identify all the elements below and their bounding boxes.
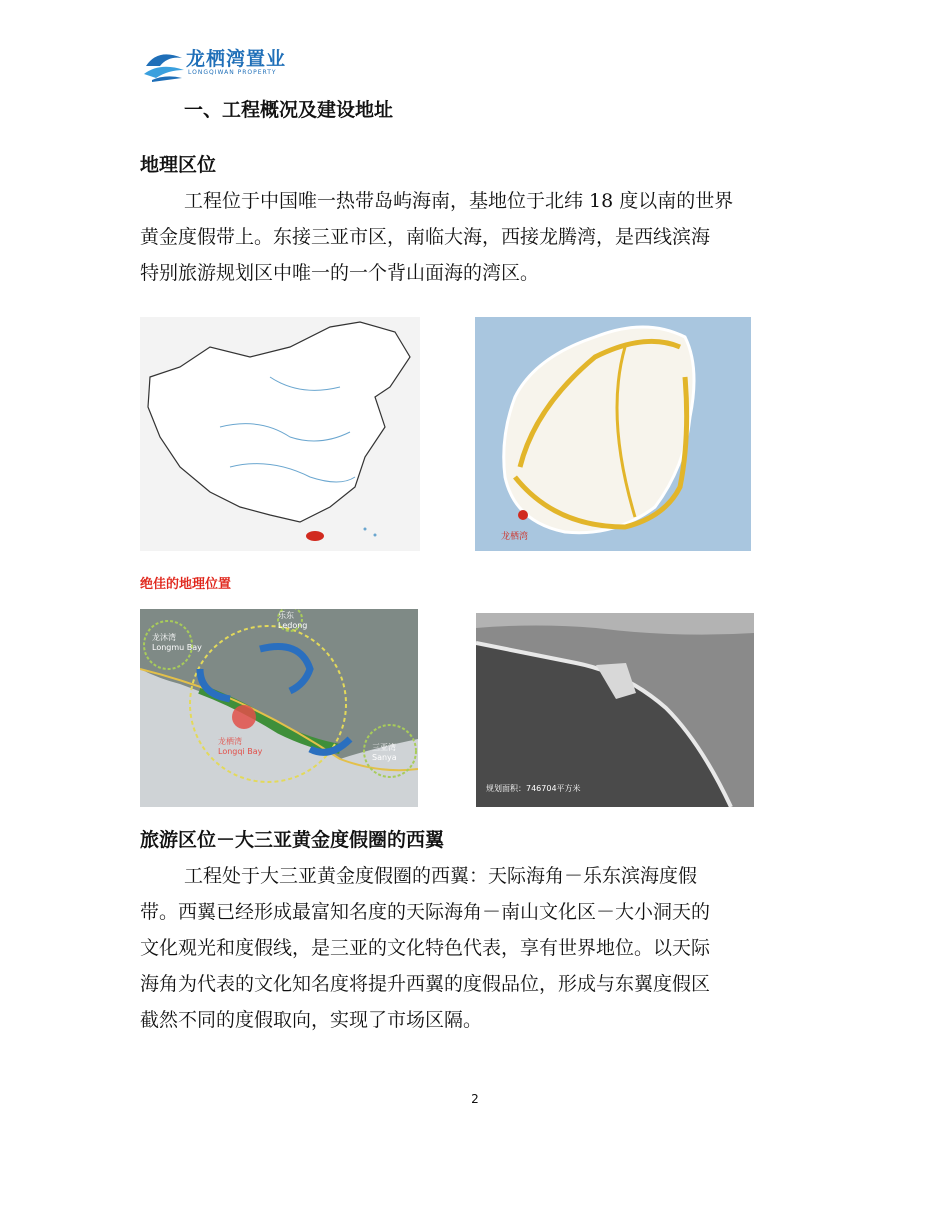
china-map-image (140, 317, 420, 551)
regional-map-image (140, 609, 418, 807)
label-sanya-cn: 三亚湾 (372, 743, 396, 752)
hainan-map-image (475, 317, 751, 551)
aerial-photo-image (476, 613, 754, 807)
label-longmu-cn: 龙沐湾 (152, 633, 176, 642)
logo-subtitle: LONGQIWAN PROPERTY (188, 69, 277, 76)
geo-heading: 地理区位 (140, 154, 217, 176)
geo-line: 特别旅游规划区中唯一的一个背山面海的湾区。 (140, 262, 540, 284)
hainan-label: 龙栖湾 (501, 532, 529, 542)
geo-paragraph (140, 183, 810, 291)
tourism-line: 文化观光和度假线，是三亚的文化特色代表，享有世界地位。以天际 (140, 937, 711, 959)
label-ledong-en: Ledong (278, 621, 308, 630)
aerial-area-label: 规划面积：746704平方米 (486, 784, 581, 793)
geo-line: 黄金度假带上。东接三亚市区，南临大海，西接龙腾湾，是西线滨海 (140, 226, 711, 248)
tourism-line: 工程处于大三亚黄金度假圈的西翼：天际海角－乐东滨海度假 (184, 865, 698, 887)
geo-line: 工程位于中国唯一热带岛屿海南，基地位于北纬 18 度以南的世界 (184, 190, 734, 212)
section-title: 一、工程概况及建设地址 (184, 99, 394, 121)
tourism-line: 海角为代表的文化知名度将提升西翼的度假品位，形成与东翼度假区 (140, 973, 711, 995)
label-longmu-en: Longmu Bay (152, 643, 202, 652)
label-longqi-cn: 龙栖湾 (218, 737, 242, 746)
label-longqi-en: Longqi Bay (218, 747, 263, 756)
tourism-paragraph (140, 858, 810, 1038)
label-sanya (372, 743, 397, 763)
logo (142, 44, 186, 84)
label-sanya-en: Sanya (372, 753, 397, 762)
tourism-line: 带。西翼已经形成最富知名度的天际海角－南山文化区－大小洞天的 (140, 901, 711, 923)
page-number: 2 (471, 1092, 479, 1106)
tourism-heading: 旅游区位－大三亚黄金度假圈的西翼 (140, 829, 445, 851)
label-ledong-cn: 乐东 (278, 611, 294, 620)
label-longmu (152, 633, 202, 653)
logo-text: 龙栖湾置业 (186, 48, 287, 70)
label-ledong (278, 611, 307, 631)
tourism-line: 截然不同的度假取向，实现了市场区隔。 (140, 1009, 483, 1031)
map-caption: 绝佳的地理位置 (140, 577, 232, 592)
logo-mark-icon (142, 44, 186, 84)
label-longqi (218, 737, 262, 757)
